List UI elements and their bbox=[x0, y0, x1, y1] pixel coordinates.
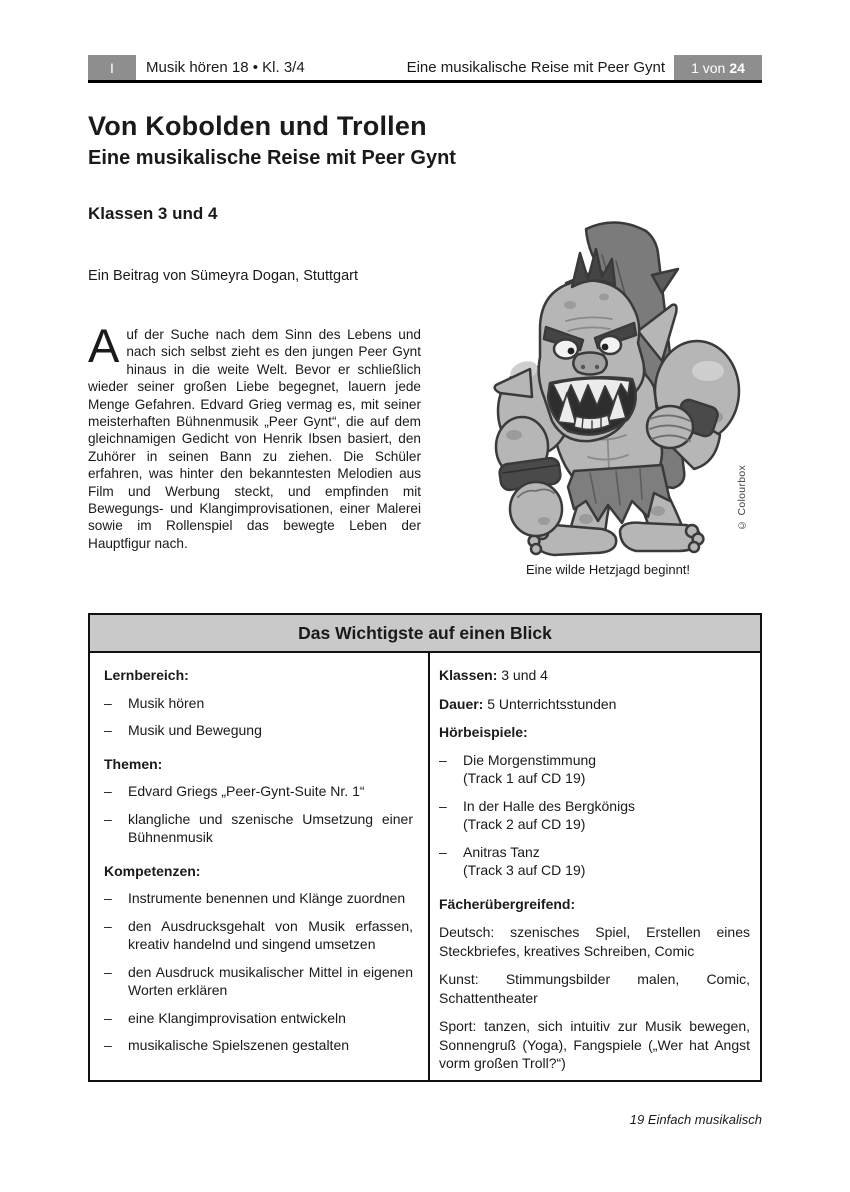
page-indicator-prefix: 1 von bbox=[691, 59, 726, 76]
list-item bbox=[439, 843, 750, 880]
hoerbeispiel-track: (Track 1 auf CD 19) bbox=[463, 770, 586, 786]
kv-key: Klassen: bbox=[439, 667, 498, 683]
list-dash: – bbox=[104, 810, 112, 827]
intro-paragraph bbox=[88, 319, 421, 552]
overview-table-title: Das Wichtigste auf einen Blick bbox=[90, 615, 760, 653]
grade-level: Klassen 3 und 4 bbox=[88, 204, 218, 223]
hoerbeispiel-track: (Track 3 auf CD 19) bbox=[463, 862, 586, 878]
list-dash: – bbox=[104, 694, 112, 711]
section-label: I bbox=[110, 59, 114, 76]
list-dash: – bbox=[104, 963, 112, 980]
image-credit: © Colourbox bbox=[736, 464, 748, 532]
list-item bbox=[104, 694, 413, 713]
hoerbeispiel-title: Anitras Tanz bbox=[463, 843, 540, 860]
section-heading-hoerbeispiele: Hörbeispiele: bbox=[439, 724, 528, 740]
kv-dauer bbox=[439, 695, 750, 714]
page-subtitle: Eine musikalische Reise mit Peer Gynt bbox=[88, 147, 456, 169]
list-item bbox=[104, 1036, 413, 1055]
overview-table-right-cell bbox=[430, 653, 760, 1080]
list-item-text: Instrumente benennen und Klänge zuordnen bbox=[128, 890, 406, 906]
kv-key: Dauer: bbox=[439, 695, 484, 712]
list-item bbox=[104, 810, 413, 847]
list-dash: – bbox=[104, 1037, 112, 1053]
list-dash: – bbox=[439, 843, 447, 860]
list-item bbox=[104, 721, 413, 740]
faecher-kunst: Kunst: Stimmungsbilder malen, Comic, Schattentheater bbox=[439, 971, 750, 1006]
list-dash: – bbox=[439, 797, 447, 814]
header-left-title: Musik hören 18 • Kl. 3/4 bbox=[146, 59, 305, 76]
list-item-text: den Ausdrucksgehalt von Musik erfassen, kreativ handelnd und singend umsetzen bbox=[128, 917, 413, 952]
list-dash: – bbox=[104, 917, 112, 934]
overview-table-body bbox=[90, 653, 760, 1080]
list-item-text: klangliche und szenische Umsetzung einer Bühnenmusik bbox=[128, 810, 413, 845]
hoerbeispiel bbox=[463, 797, 750, 834]
list-item bbox=[439, 751, 750, 788]
page-indicator-badge bbox=[674, 55, 762, 80]
section-label-badge bbox=[88, 55, 136, 80]
hoerbeispiel-title: Die Morgenstimmung bbox=[463, 751, 597, 768]
troll-illustration bbox=[470, 220, 746, 558]
hoerbeispiel bbox=[463, 843, 750, 880]
list-item bbox=[439, 797, 750, 834]
list-item bbox=[104, 782, 413, 801]
list-item-text: Musik hören bbox=[128, 694, 205, 711]
faecher-sport: Sport: tanzen, sich intuitiv zur Musik bewegen, Sonnengruß (Yoga), Fangspiele („Wer hat Angst vorm großen Troll?“) bbox=[439, 1018, 750, 1071]
list-dash: – bbox=[104, 890, 112, 906]
section-heading-faecheruebergreifend: Fächerübergreifend: bbox=[439, 895, 576, 912]
page-indicator-total: 24 bbox=[729, 59, 745, 76]
page-header bbox=[88, 55, 762, 83]
list-item bbox=[104, 1009, 413, 1028]
drop-cap: A bbox=[88, 319, 120, 372]
kv-klassen bbox=[439, 666, 750, 685]
troll-illustration-svg bbox=[470, 220, 746, 558]
list-item bbox=[104, 889, 413, 908]
page-title: Von Kobolden und Trollen bbox=[88, 111, 427, 141]
list-item bbox=[104, 917, 413, 954]
kv-value: 3 und 4 bbox=[501, 667, 548, 683]
hoerbeispiel bbox=[463, 751, 750, 788]
faecher-deutsch: Deutsch: szenisches Spiel, Erstellen eines Steckbriefes, kreatives Schreiben, Comic bbox=[439, 924, 750, 959]
hoerbeispiel-title: In der Halle des Bergkönigs bbox=[463, 797, 635, 814]
section-heading-kompetenzen: Kompetenzen: bbox=[104, 862, 201, 879]
section-heading-lernbereich: Lernbereich: bbox=[104, 667, 189, 683]
page-content bbox=[88, 0, 762, 1192]
list-item-text: Musik und Bewegung bbox=[128, 722, 262, 738]
list-dash: – bbox=[104, 722, 112, 738]
section-heading-themen: Themen: bbox=[104, 755, 163, 772]
list-item bbox=[104, 963, 413, 1000]
list-dash: – bbox=[104, 783, 112, 799]
header-right-title: Eine musikalische Reise mit Peer Gynt bbox=[406, 59, 665, 76]
header-spacer bbox=[305, 55, 407, 80]
list-item-text: den Ausdruck musikalischer Mittel in eigenen Worten erklären bbox=[128, 963, 413, 998]
overview-table-left-cell bbox=[90, 653, 430, 1080]
kv-value: 5 Unterrichtsstunden bbox=[487, 695, 617, 712]
intro-text: uf der Suche nach dem Sinn des Lebens und nach sich selbst zieht es den jungen Peer Gynt hinaus in die weite Welt. Bevor er schließlich wieder seiner großen Liebe begegnet, lauern jede Menge Gefahren. Edvard Grieg vermag es, mit seiner meisterhaften Bühnenmusik „Peer Gynt“, die auf dem gleichnamigen Gedicht von Henrik Ibsen basiert, den Zuhörer in seinen Bann zu ziehen. Die Schüler erfahren, was hinter den bekanntesten Melodien aus Film und Werbung steckt, und empfinden mit Bewegungs- und Klangimprovisationen, einer Malerei sowie im Rollenspiel das bewegte Leben der Hauptfigur nach. bbox=[88, 327, 421, 551]
hoerbeispiel-track: (Track 2 auf CD 19) bbox=[463, 816, 586, 832]
list-item-text: Edvard Griegs „Peer-Gynt-Suite Nr. 1“ bbox=[128, 783, 365, 799]
figure-caption: Eine wilde Hetzjagd beginnt! bbox=[525, 562, 691, 577]
list-dash: – bbox=[439, 751, 447, 768]
byline: Ein Beitrag von Sümeyra Dogan, Stuttgart bbox=[88, 268, 359, 284]
footer-page-label: 19 Einfach musikalisch bbox=[629, 1112, 762, 1127]
list-item-text: eine Klangimprovisation entwickeln bbox=[128, 1009, 346, 1026]
list-item-text: musikalische Spielszenen gestalten bbox=[128, 1037, 350, 1053]
overview-table bbox=[88, 613, 762, 1082]
list-dash: – bbox=[104, 1009, 112, 1026]
